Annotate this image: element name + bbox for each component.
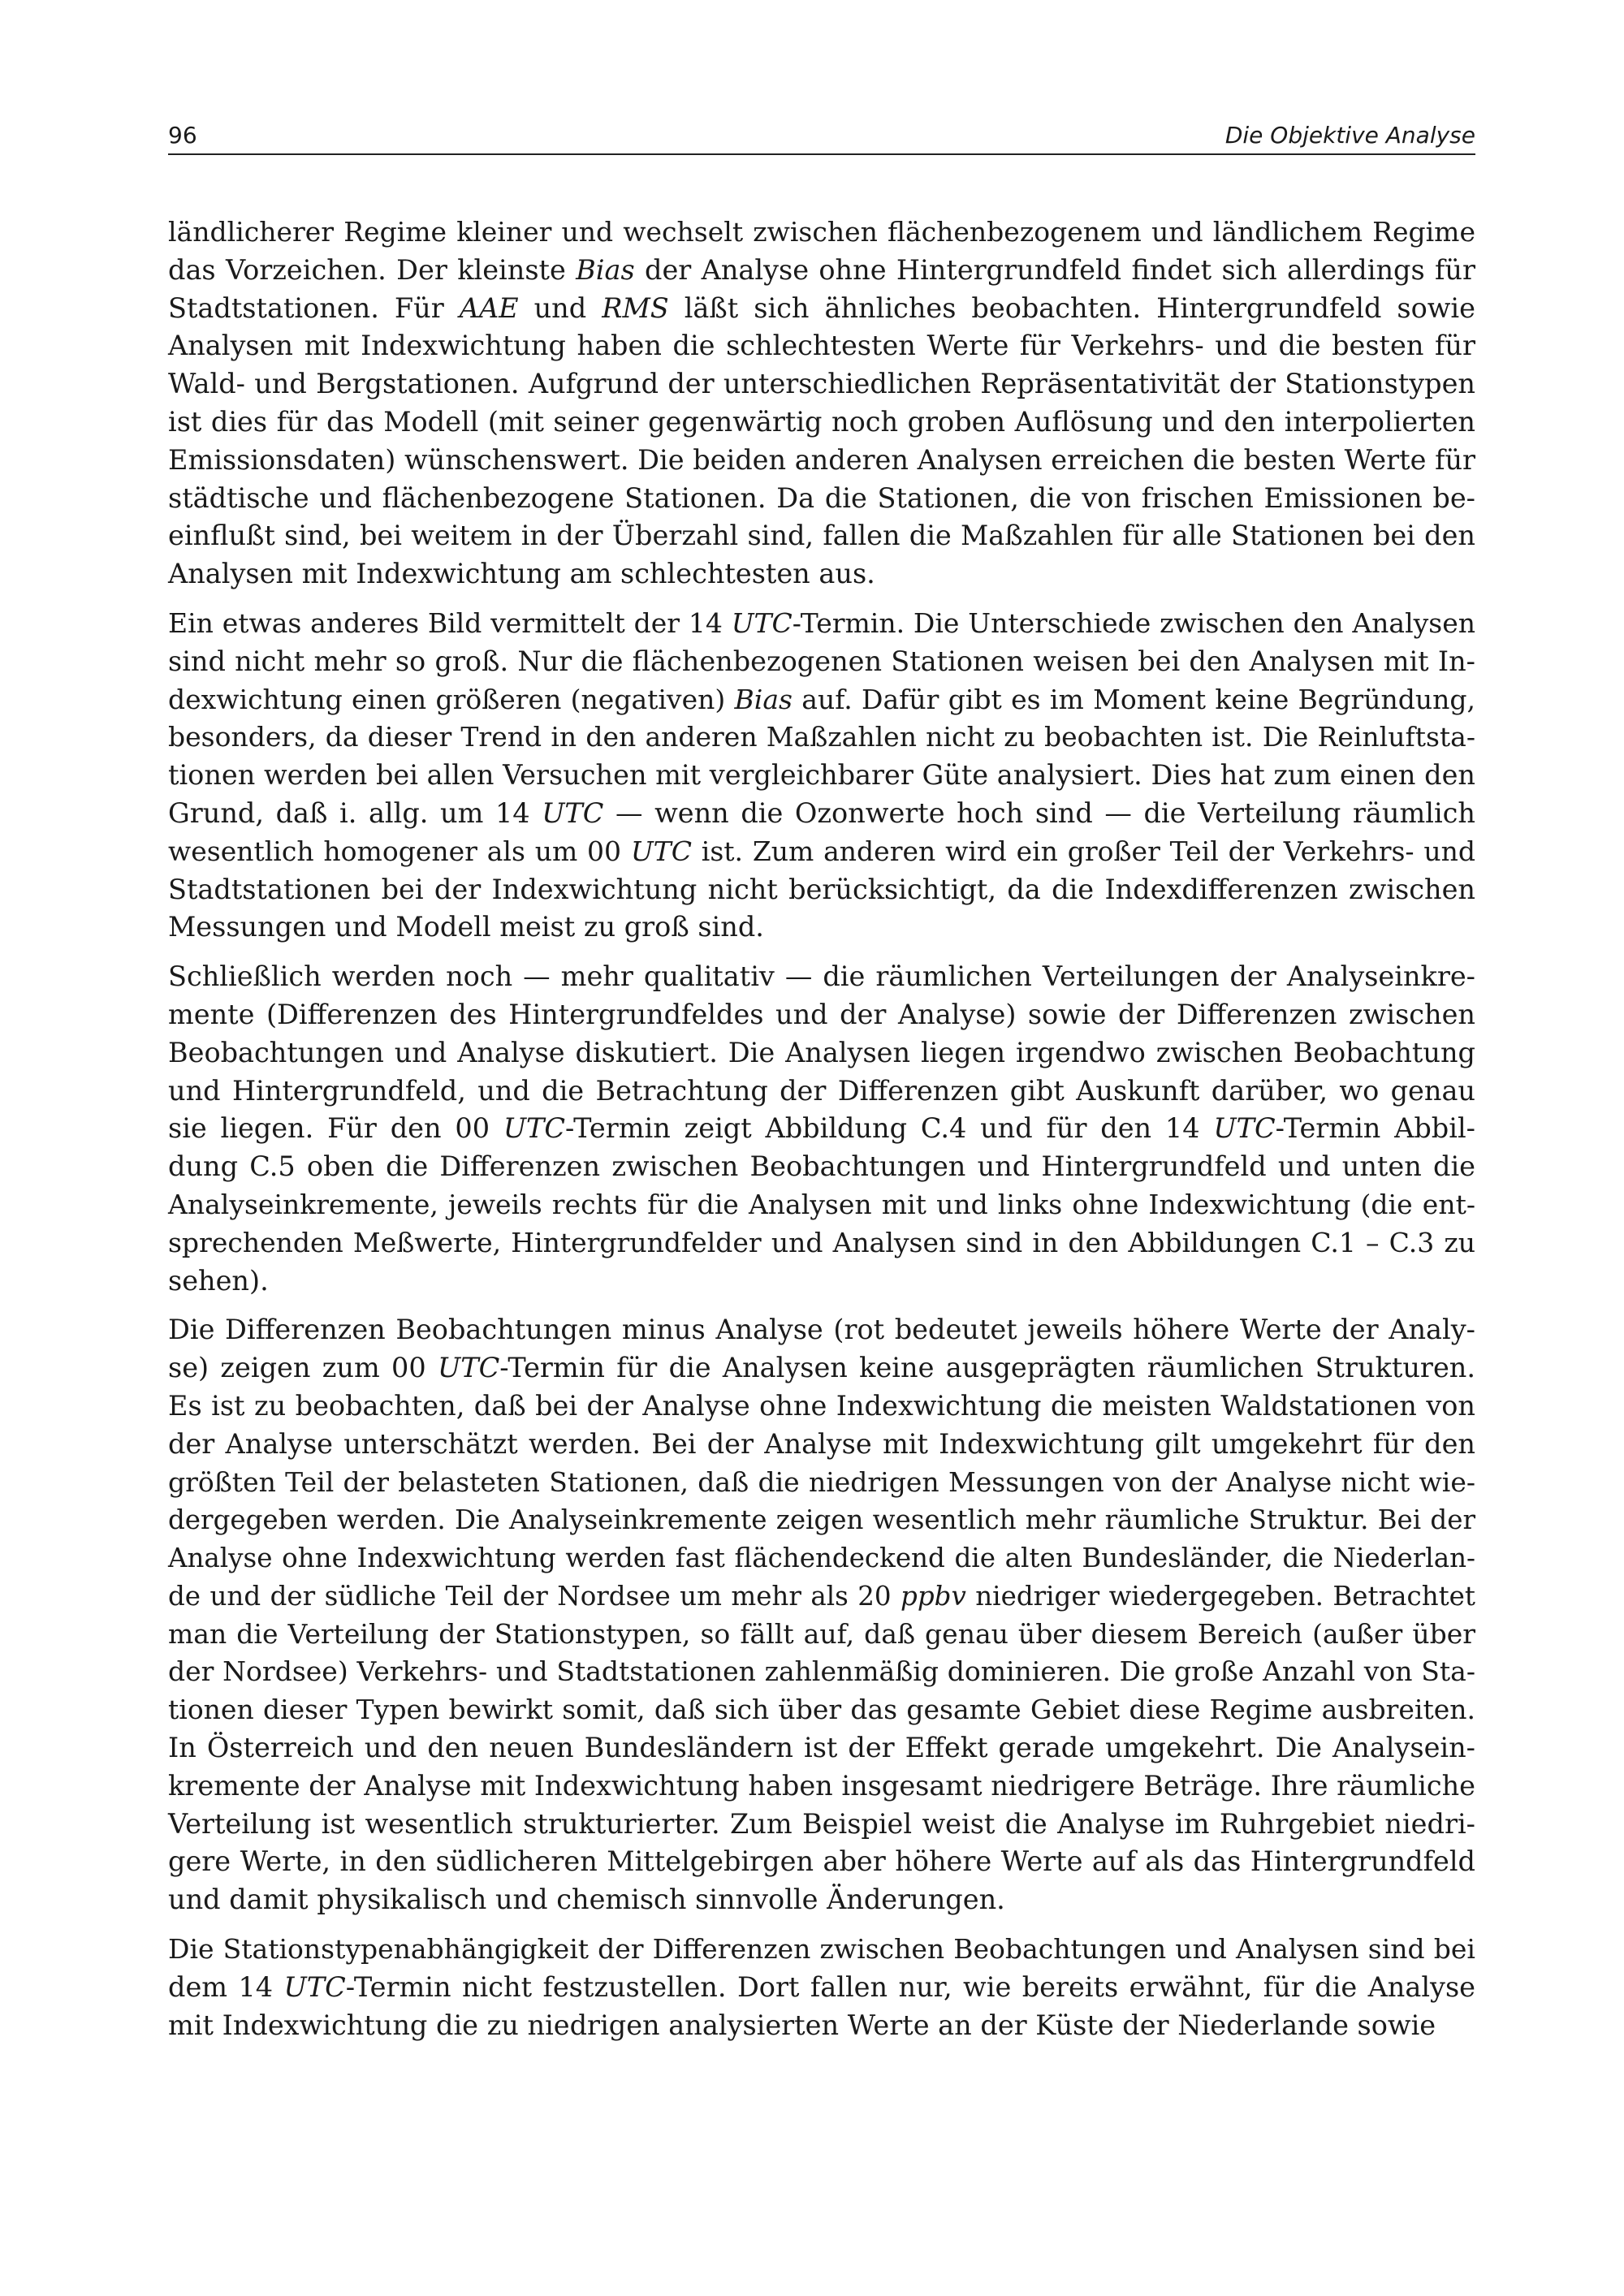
page-number: 96 [168, 122, 197, 149]
text-line: Grund, daß i. allg. um 14 UTC — wenn die Ozonwerte hoch sind — die Verteilung räumlich [168, 796, 1475, 829]
page [168, 122, 1475, 2056]
text-line: In Österreich und den neuen Bundesländern ist der Effekt gerade umgekehrt. Die Analysein- [168, 1732, 1475, 1764]
text-line: tionen werden bei allen Versuchen mit vergleichbarer Güte analysiert. Dies hat zum einen den [168, 759, 1475, 792]
text-line: ist dies für das Modell (mit seiner gegenwärtig noch groben Auflösung und den interpolierten [168, 405, 1475, 438]
paragraph [168, 1311, 1475, 1919]
text-line: dem 14 UTC-Termin nicht festzustellen. Dort fallen nur, wie bereits erwähnt, für die Analyse [168, 1970, 1475, 2003]
text-line: Analyse ohne Indexwichtung werden fast flächendeckend die alten Bundesländer, die Niederlan- [168, 1543, 1475, 1574]
text-line: Stadtstationen bei der Indexwichtung nicht berücksichtigt, da die Indexdifferenzen zwischen [168, 873, 1475, 905]
text-line: und Hintergrundfeld, und die Betrachtung der Differenzen gibt Auskunft darüber, wo genau [168, 1074, 1475, 1107]
text-line: man die Verteilung der Stationstypen, so fällt auf, daß genau über diesem Bereich (außer über [168, 1617, 1475, 1650]
text-line: de und der südliche Teil der Nordsee um mehr als 20 ppbv niedriger wiedergegeben. Betrachtet [168, 1580, 1475, 1612]
text-line: Stadtstationen. Für AAE und RMS läßt sich ähnliches beobachten. Hintergrundfeld sowie [168, 291, 1475, 324]
text-line: Wald- und Bergstationen. Aufgrund der unterschiedlichen Repräsentativität der Stationstypen [168, 368, 1475, 400]
text-line: Analyseinkremente, jeweils rechts für die Analysen mit und links ohne Indexwichtung (die ent- [168, 1188, 1475, 1220]
text-line: wesentlich homogener als um 00 UTC ist. Zum anderen wird ein großer Teil der Verkehrs- und [168, 835, 1475, 867]
paragraph [168, 605, 1475, 947]
text-line: Emissionsdaten) wünschenswert. Die beiden anderen Analysen erreichen die besten Werte für [168, 443, 1476, 476]
text-line: der Nordsee) Verkehrs- und Stadtstationen zahlenmäßig dominieren. Die große Anzahl von Sta- [168, 1655, 1475, 1688]
paragraph [168, 958, 1475, 1300]
text-line: städtische und flächenbezogene Stationen. Da die Stationen, die von frischen Emissionen be- [168, 481, 1475, 514]
text-line: sie liegen. Für den 00 UTC-Termin zeigt Abbildung C.4 und für den 14 UTC-Termin Abbil- [168, 1112, 1475, 1145]
text-line: tionen dieser Typen bewirkt somit, daß sich über das gesamte Gebiet diese Regime ausbreiten. [168, 1694, 1475, 1726]
text-line: besonders, da dieser Trend in den anderen Maßzahlen nicht zu beobachten ist. Die Reinluftsta- [168, 721, 1475, 753]
text-line: der Analyse unterschätzt werden. Bei der Analyse mit Indexwichtung gilt umgekehrt für den [168, 1427, 1475, 1460]
text-line: mente (Differenzen des Hintergrundfeldes und der Analyse) sowie der Differenzen zwischen [168, 998, 1475, 1030]
body-text [168, 214, 1475, 2044]
paragraph [168, 214, 1475, 593]
text-line: mit Indexwichtung die zu niedrigen analysierten Werte an der Küste der Niederlande sowie [168, 2009, 1436, 2041]
text-line: Verteilung ist wesentlich strukturierter. Zum Beispiel weist die Analyse im Ruhrgebiet niedri- [168, 1807, 1475, 1840]
text-line: Ein etwas anderes Bild vermittelt der 14 UTC-Termin. Die Unterschiede zwischen den Analysen [168, 606, 1475, 639]
text-line: größten Teil der belasteten Stationen, daß die niedrigen Messungen von der Analyse nicht wie- [168, 1465, 1475, 1498]
running-head [168, 122, 1475, 155]
text-line: ländlicherer Regime kleiner und wechselt zwischen flächenbezogenem und ländlichem Regime [168, 216, 1475, 248]
text-line: se) zeigen zum 00 UTC-Termin für die Analysen keine ausgeprägten räumlichen Strukturen. [168, 1352, 1475, 1384]
text-line: Messungen und Modell meist zu groß sind. [168, 911, 764, 943]
text-line: dung C.5 oben die Differenzen zwischen Beobachtungen und Hintergrundfeld und unten die [168, 1150, 1475, 1183]
text-line: Beobachtungen und Analyse diskutiert. Die Analysen liegen irgendwo zwischen Beobachtung [168, 1036, 1475, 1068]
running-title: Die Objektive Analyse [1224, 122, 1475, 149]
text-line: sind nicht mehr so groß. Nur die flächenbezogenen Stationen weisen bei den Analysen mit In- [168, 645, 1475, 677]
paragraph [168, 1931, 1475, 2044]
text-line: Die Differenzen Beobachtungen minus Analyse (rot bedeutet jeweils höhere Werte der Analy- [168, 1314, 1475, 1346]
text-line: Es ist zu beobachten, daß bei der Analyse ohne Indexwichtung die meisten Waldstationen von [168, 1389, 1475, 1422]
text-line: dexwichtung einen größeren (negativen) Bias auf. Dafür gibt es im Moment keine Begründung, [168, 683, 1475, 715]
text-line: Die Stationstypenabhängigkeit der Differenzen zwischen Beobachtungen und Analysen sind bei [168, 1933, 1475, 1966]
text-line: Analysen mit Indexwichtung am schlechtesten aus. [168, 558, 875, 590]
text-line: gere Werte, in den südlicheren Mittelgebirgen aber höhere Werte auf als das Hintergrundfeld [168, 1845, 1475, 1878]
text-line: einflußt sind, bei weitem in der Überzahl sind, fallen die Maßzahlen für alle Stationen bei den [168, 520, 1475, 552]
text-line: das Vorzeichen. Der kleinste Bias der Analyse ohne Hintergrundfeld findet sich allerdings für [168, 253, 1475, 286]
text-line: und damit physikalisch und chemisch sinnvolle Änderungen. [168, 1884, 1005, 1916]
text-line: Analysen mit Indexwichtung haben die schlechtesten Werte für Verkehrs- und die besten für [168, 330, 1475, 362]
text-line: Schließlich werden noch — mehr qualitativ — die räumlichen Verteilungen der Analyseinkre- [168, 960, 1475, 993]
text-line: dergegeben werden. Die Analyseinkremente zeigen wesentlich mehr räumliche Struktur. Bei der [168, 1504, 1475, 1536]
text-line: sprechenden Meßwerte, Hintergrundfelder und Analysen sind in den Abbildungen C.1 – C.3 zu [168, 1226, 1475, 1258]
text-line: sehen). [168, 1264, 269, 1297]
text-line: kremente der Analyse mit Indexwichtung haben insgesamt niedrigere Beträge. Ihre räumliche [168, 1769, 1475, 1802]
